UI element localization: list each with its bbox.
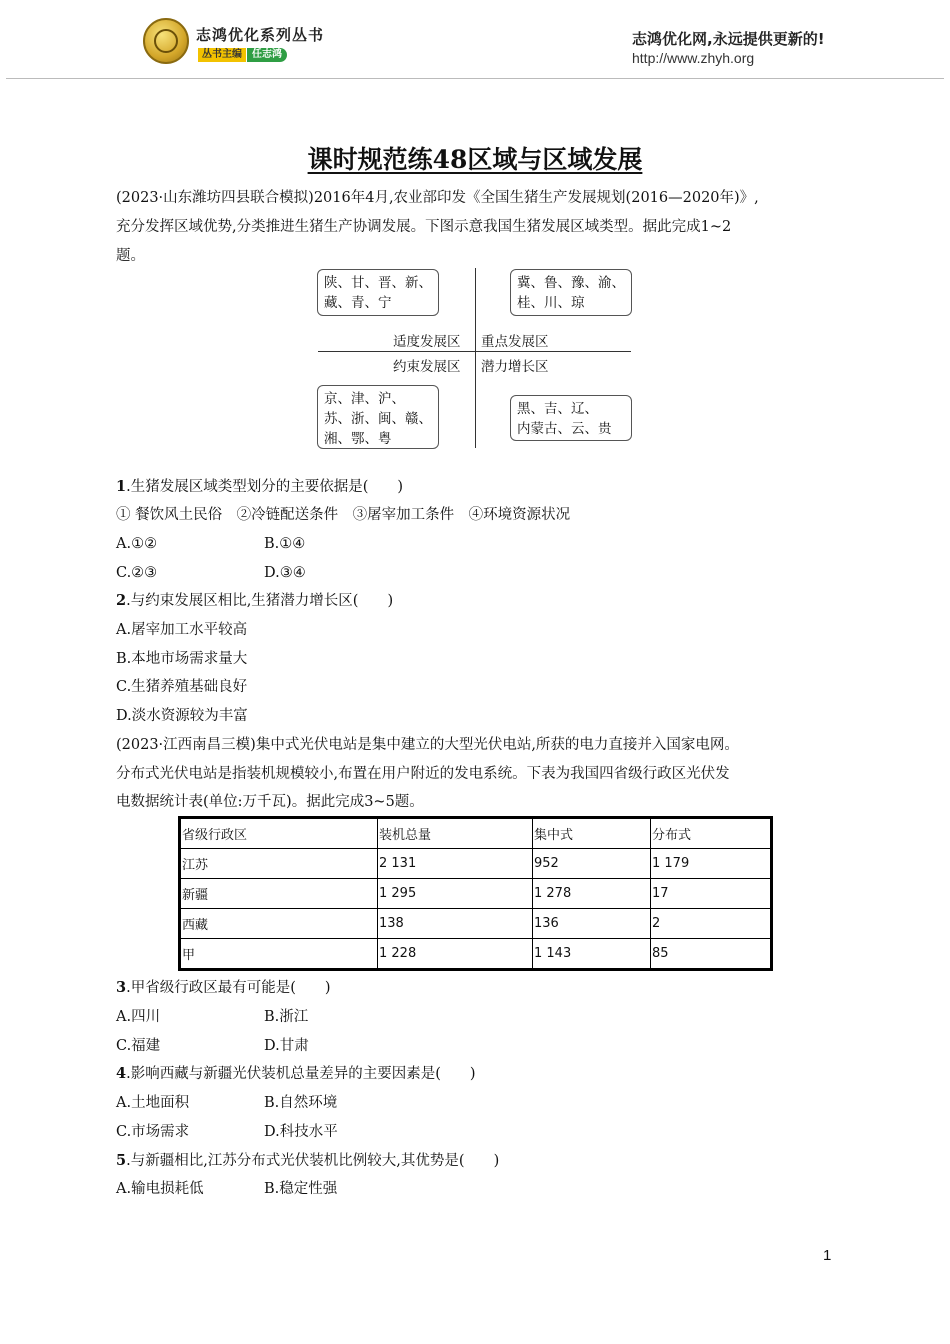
diagram-vertical-axis [475, 268, 476, 448]
table-cell: 1 228 [378, 939, 533, 970]
table-cell: 甲 [180, 939, 378, 970]
table-cell: 江苏 [180, 849, 378, 879]
series-name: 志鸿优化系列丛书 [196, 26, 325, 44]
question-5-option-a[interactable]: A.输电损耗低 [116, 1181, 204, 1197]
zone-label-potential: 潜力增长区 [481, 359, 549, 375]
table-row [180, 939, 772, 970]
table-cell: 1 179 [651, 849, 772, 879]
table-cell: 西藏 [180, 909, 378, 939]
question-2-option-c[interactable]: C.生猪养殖基础良好 [116, 679, 248, 695]
table-cell: 1 143 [533, 939, 651, 970]
question-3-option-a[interactable]: A.四川 [116, 1009, 161, 1025]
page-title: 课时规范练48区域与区域发展 [307, 145, 643, 174]
table-cell: 136 [533, 909, 651, 939]
header-url[interactable]: http://www.zhyh.org [632, 50, 755, 66]
question-2-option-d[interactable]: D.淡水资源较为丰富 [116, 708, 248, 724]
question-5-option-b[interactable]: B.稳定性强 [264, 1181, 338, 1197]
question-4-stem: 4.影响西藏与新疆光伏装机总量差异的主要因素是( ) [116, 1065, 476, 1082]
question-4-option-d[interactable]: D.科技水平 [264, 1124, 338, 1140]
header-slogan: 志鸿优化网,永远提供更新的! [632, 30, 825, 48]
diagram-box-bottom-left: 京、津、沪、 苏、浙、闽、赣、 湘、鄂、粤 [317, 385, 439, 449]
question-4-option-b[interactable]: B.自然环境 [264, 1095, 338, 1111]
table-cell: 1 278 [533, 879, 651, 909]
table-cell: 2 [651, 909, 772, 939]
question-3-option-b[interactable]: B.浙江 [264, 1009, 309, 1025]
question-2-stem: 2.与约束发展区相比,生猪潜力增长区( ) [116, 592, 394, 609]
table-row [180, 879, 772, 909]
intro2-line: 分布式光伏电站是指装机规模较小,布置在用户附近的发电系统。下表为我国四省级行政区光伏发 [116, 766, 730, 782]
question-3-option-d[interactable]: D.甘肃 [264, 1038, 309, 1054]
pv-data-table [178, 816, 773, 971]
table-row [180, 909, 772, 939]
question-3-stem: 3.甲省级行政区最有可能是( ) [116, 979, 331, 996]
table-row [180, 849, 772, 879]
zone-label-key: 重点发展区 [481, 334, 549, 350]
question-1-option-d[interactable]: D.③④ [264, 565, 306, 581]
editor-name: 任志鸿 [247, 48, 287, 62]
page-number: 1 [823, 1247, 832, 1264]
editor-label: 丛书主编 [198, 48, 246, 62]
table-cell: 新疆 [180, 879, 378, 909]
diagram-box-top-left: 陕、甘、晋、新、 藏、青、宁 [317, 269, 439, 316]
question-1-statements: ① 餐饮风土民俗 ②冷链配送条件 ③屠宰加工条件 ④环境资源状况 [116, 507, 571, 523]
question-2-option-a[interactable]: A.屠宰加工水平较高 [116, 622, 248, 638]
zone-label-constrained: 约束发展区 [393, 359, 461, 375]
intro2-line: 电数据统计表(单位:万千瓦)。据此完成3~5题。 [116, 794, 424, 810]
table-header-cell: 装机总量 [378, 818, 533, 849]
diagram-box-bottom-right: 黑、吉、辽、 内蒙古、云、贵 [510, 395, 632, 441]
intro1-line: 题。 [116, 248, 145, 264]
question-1-option-a[interactable]: A.①② [116, 536, 158, 552]
table-cell: 1 295 [378, 879, 533, 909]
table-cell: 138 [378, 909, 533, 939]
question-4-option-a[interactable]: A.土地面积 [116, 1095, 190, 1111]
table-header-cell: 集中式 [533, 818, 651, 849]
table-header-cell: 省级行政区 [180, 818, 378, 849]
question-1-stem: 1.生猪发展区域类型划分的主要依据是( ) [116, 478, 404, 495]
table-cell: 952 [533, 849, 651, 879]
diagram-horizontal-axis [318, 351, 631, 352]
question-1-option-b[interactable]: B.①④ [264, 536, 306, 552]
table-cell: 2 131 [378, 849, 533, 879]
diagram-box-top-right: 冀、鲁、豫、渝、 桂、川、琼 [510, 269, 632, 316]
question-5-stem: 5.与新疆相比,江苏分布式光伏装机比例较大,其优势是( ) [116, 1152, 500, 1169]
question-2-option-b[interactable]: B.本地市场需求量大 [116, 651, 248, 667]
header-divider [6, 78, 944, 79]
zone-label-moderate: 适度发展区 [393, 334, 461, 350]
table-header-row [180, 818, 772, 849]
publisher-logo [143, 18, 189, 64]
intro1-line: 充分发挥区域优势,分类推进生猪生产协调发展。下图示意我国生猪发展区域类型。据此完成1~2 [116, 219, 732, 235]
question-4-option-c[interactable]: C.市场需求 [116, 1124, 190, 1140]
intro2-line: (2023·江西南昌三模)集中式光伏电站是集中建立的大型光伏电站,所获的电力直接并入国家电网。 [116, 737, 739, 753]
table-cell: 85 [651, 939, 772, 970]
table-cell: 17 [651, 879, 772, 909]
intro1-line: (2023·山东潍坊四县联合模拟)2016年4月,农业部印发《全国生猪生产发展规划(2016—2020年)》, [116, 190, 759, 206]
question-3-option-c[interactable]: C.福建 [116, 1038, 161, 1054]
question-1-option-c[interactable]: C.②③ [116, 565, 158, 581]
table-header-cell: 分布式 [651, 818, 772, 849]
